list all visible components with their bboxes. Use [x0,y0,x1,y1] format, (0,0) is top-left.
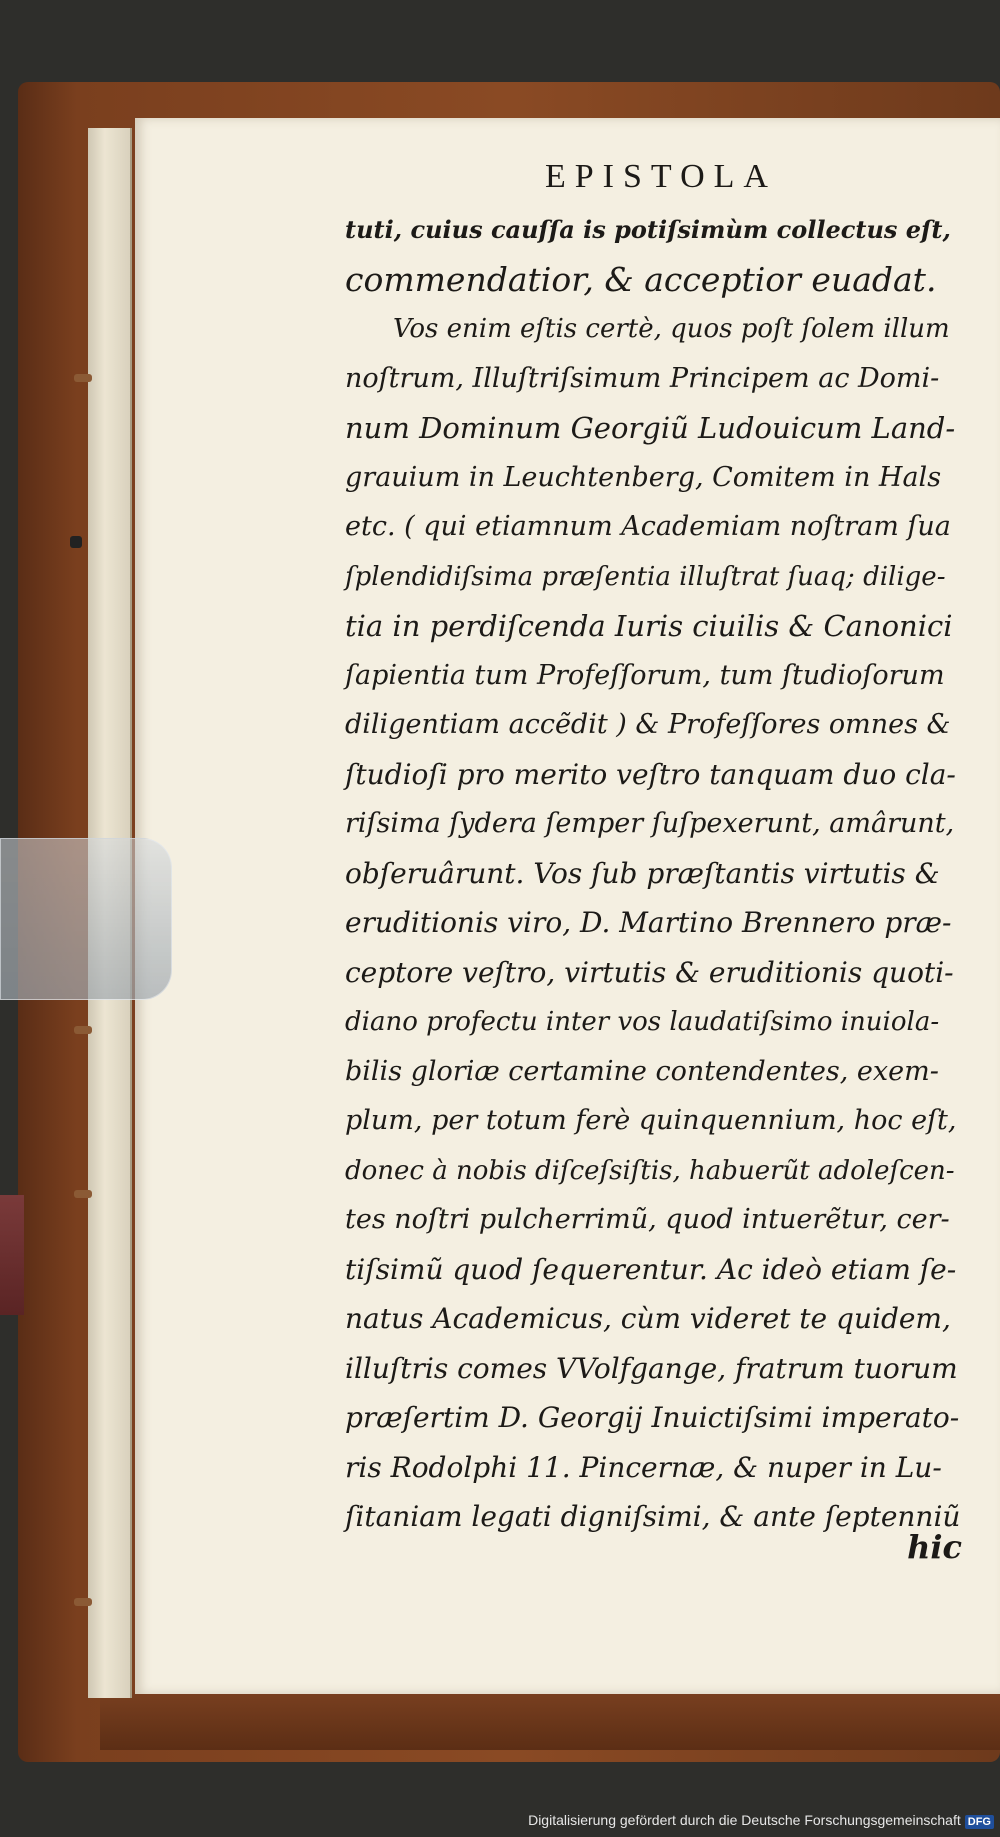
text-line: noſtrum, Illuſtriſsimum Principem ac Domi- [345,362,940,394]
binding-mark [74,374,92,382]
text-line: eruditionis viro, D. Martino Brennero præ- [345,906,952,939]
dfg-logo: DFG [965,1815,994,1829]
text-line: diligentiam accẽdit ) & Profeſſores omnes & [345,709,951,740]
text-line: ſitaniam legati digniſsimi, & ante ſeptenniũ [345,1500,961,1533]
text-line: num Dominum Georgiũ Ludouicum Land- [345,411,956,445]
text-line: ſapientia tum Profeſſorum, tum ſtudioſorum [345,659,945,691]
text-line: commendatior, & acceptior euadat. [345,259,937,299]
text-line: tes noſtri pulcherrimũ, quod intuerẽtur, cer- [345,1204,950,1235]
text-line: riſsima ſydera ſemper ſuſpexerunt, amârunt, [345,808,955,839]
book-cover-bottom-edge [100,1690,1000,1750]
text-line: obſeruârunt. Vos ſub præſtantis virtutis & [345,856,940,890]
credit-text: Digitalisierung gefördert durch die Deutsche Forschungsgemeinschaft [528,1812,961,1828]
text-line: natus Academicus, cùm videret te quidem, [345,1302,951,1335]
text-line: plum, per totum ferè quinquennium, hoc eſt, [345,1105,957,1136]
binding-hole [70,536,82,548]
catchword: hic [907,1528,962,1566]
text-line: Vos enim eſtis certè, quos poſt ſolem illum [393,314,950,344]
digitization-credit [528,1812,994,1829]
text-line: ſplendidiſsima præſentia illuſtrat ſuaq; dilige- [345,561,946,592]
bookmark-ribbon [0,1195,24,1315]
text-line: ſtudioſi pro merito veſtro tanquam duo cla- [345,757,956,791]
text-line: ceptore veſtro, virtutis & eruditionis quoti- [345,955,954,989]
text-line: bilis gloriæ certamine contendentes, exem- [345,1055,939,1087]
text-line: tuti, cuius cauſſa is potiſsimùm collectus eſt, [345,215,951,244]
binding-mark [74,1026,92,1034]
text-line: tiſsimũ quod ſequerentur. Ac ideò etiam ſe- [345,1252,957,1286]
text-line: etc. ( qui etiamnum Academiam noſtram ſua [345,511,951,542]
text-line: tia in perdiſcenda Iuris ciuilis & Canonici [345,609,953,643]
text-line: illuſtris comes VVolfgange, fratrum tuorum [345,1351,958,1385]
binding-mark [74,1190,92,1198]
running-head: EPISTOLA [545,158,777,195]
text-line: diano profectu inter vos laudatiſsimo inuiola- [345,1007,940,1037]
text-line: ris Rodolphi 11. Pincernæ, & nuper in Lu- [345,1450,942,1484]
text-line: donec à nobis diſceſsiſtis, habuerũt adoleſcen- [345,1155,955,1186]
binding-mark [74,1598,92,1606]
glass-page-clip [0,838,172,1000]
text-line: præſertim D. Georgij Inuictiſsimi imperato- [345,1401,960,1434]
text-line: grauium in Leuchtenberg, Comitem in Hals [345,461,942,493]
